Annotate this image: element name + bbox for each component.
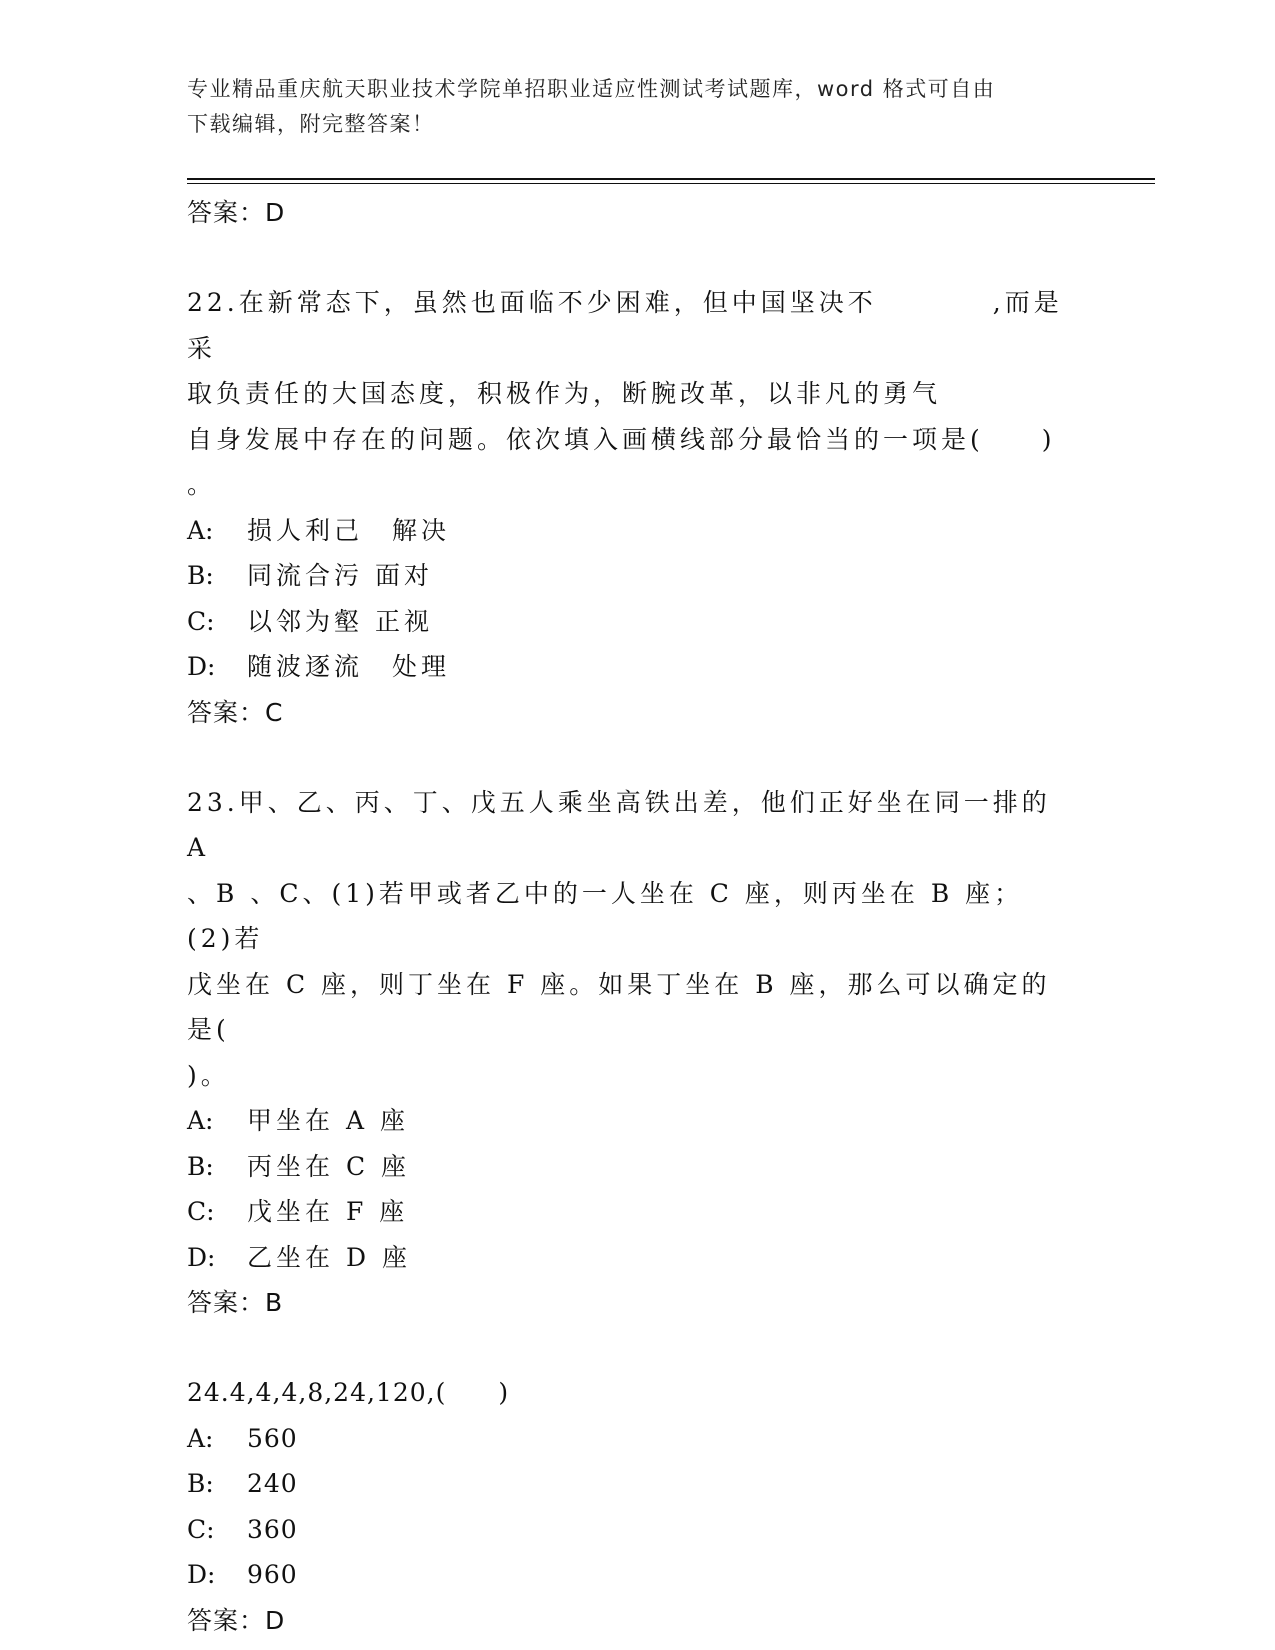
- question-list: [187, 190, 1087, 1644]
- answer: 答案：D: [187, 1605, 286, 1635]
- option-d: [187, 1552, 1087, 1598]
- option-label: D:: [187, 1560, 216, 1589]
- question-line: 戊坐在 C 座，则丁坐在 F 座。如果丁坐在 B 座，那么可以确定的是(: [187, 969, 1051, 1044]
- option-label: C:: [187, 606, 215, 636]
- option-text: 甲坐在 A 座: [247, 1106, 409, 1135]
- option-text: 损人利己 解决: [247, 515, 451, 545]
- option-b: [187, 1144, 1087, 1190]
- question-text: [187, 1370, 1067, 1416]
- option-c: [187, 1189, 1087, 1235]
- option-a: [187, 508, 1087, 554]
- header-line-1: 专业精品重庆航天职业技术学院单招职业适应性测试考试题库，word 格式可自由: [187, 77, 996, 101]
- option-a: [187, 1098, 1087, 1144]
- option-label: C:: [187, 1514, 215, 1544]
- question-line: 22.在新常态下，虽然也面临不少困难，但中国坚决不 ,而是采: [187, 288, 1063, 363]
- question-line: 、B 、C、(1)若甲或者乙中的一人坐在 C 座，则丙坐在 B 座；(2)若: [187, 878, 1024, 953]
- question-22: [187, 280, 1087, 736]
- option-text: 以邻为壑 正视: [247, 606, 433, 636]
- question-23: [187, 780, 1087, 1327]
- question-line: 24.4,4,4,8,24,120,( ): [187, 1378, 510, 1407]
- option-text: 240: [247, 1469, 298, 1498]
- header-divider-thin: [187, 183, 1155, 184]
- option-label: B:: [187, 1469, 214, 1498]
- option-text: 丙坐在 C 座: [247, 1151, 411, 1181]
- question-line: 23.甲、乙、丙、丁、戊五人乘坐高铁出差，他们正好坐在同一排的 A: [187, 787, 1051, 862]
- option-b: [187, 1461, 1087, 1507]
- question-text: [187, 780, 1067, 1099]
- question-line: 。: [187, 470, 217, 499]
- option-c: [187, 1507, 1087, 1553]
- option-d: [187, 1235, 1087, 1281]
- option-label: D:: [187, 652, 216, 681]
- option-label: A:: [187, 515, 214, 545]
- option-d: [187, 644, 1087, 690]
- option-b: [187, 553, 1087, 599]
- option-label: B:: [187, 1151, 214, 1181]
- option-text: 戊坐在 F 座: [247, 1197, 409, 1226]
- question-text: [187, 280, 1067, 508]
- option-label: A:: [187, 1106, 214, 1135]
- question-line: 自身发展中存在的问题。依次填入画横线部分最恰当的一项是( ): [187, 424, 1056, 454]
- answer: 答案：B: [187, 1288, 284, 1317]
- question-24: [187, 1370, 1087, 1644]
- header-line-2: 下载编辑，附完整答案！: [187, 112, 435, 136]
- option-c: [187, 599, 1087, 645]
- option-label: A:: [187, 1423, 214, 1453]
- page-header: [187, 72, 1067, 142]
- answer: 答案：C: [187, 697, 284, 727]
- option-text: 360: [247, 1514, 298, 1544]
- option-label: D:: [187, 1242, 216, 1272]
- option-text: 960: [247, 1560, 298, 1589]
- question-line: )。: [187, 1060, 230, 1090]
- option-text: 随波逐流 处理: [247, 652, 451, 681]
- question-line: 取负责任的大国态度，积极作为，断腕改革，以非凡的勇气: [187, 379, 942, 408]
- option-text: 560: [247, 1423, 298, 1453]
- option-text: 同流合污 面对: [247, 561, 433, 590]
- option-label: B:: [187, 561, 214, 590]
- option-label: C:: [187, 1197, 215, 1226]
- header-divider-thick: [187, 178, 1155, 180]
- option-a: [187, 1416, 1087, 1462]
- previous-answer: 答案：D: [187, 198, 286, 227]
- option-text: 乙坐在 D 座: [247, 1242, 411, 1272]
